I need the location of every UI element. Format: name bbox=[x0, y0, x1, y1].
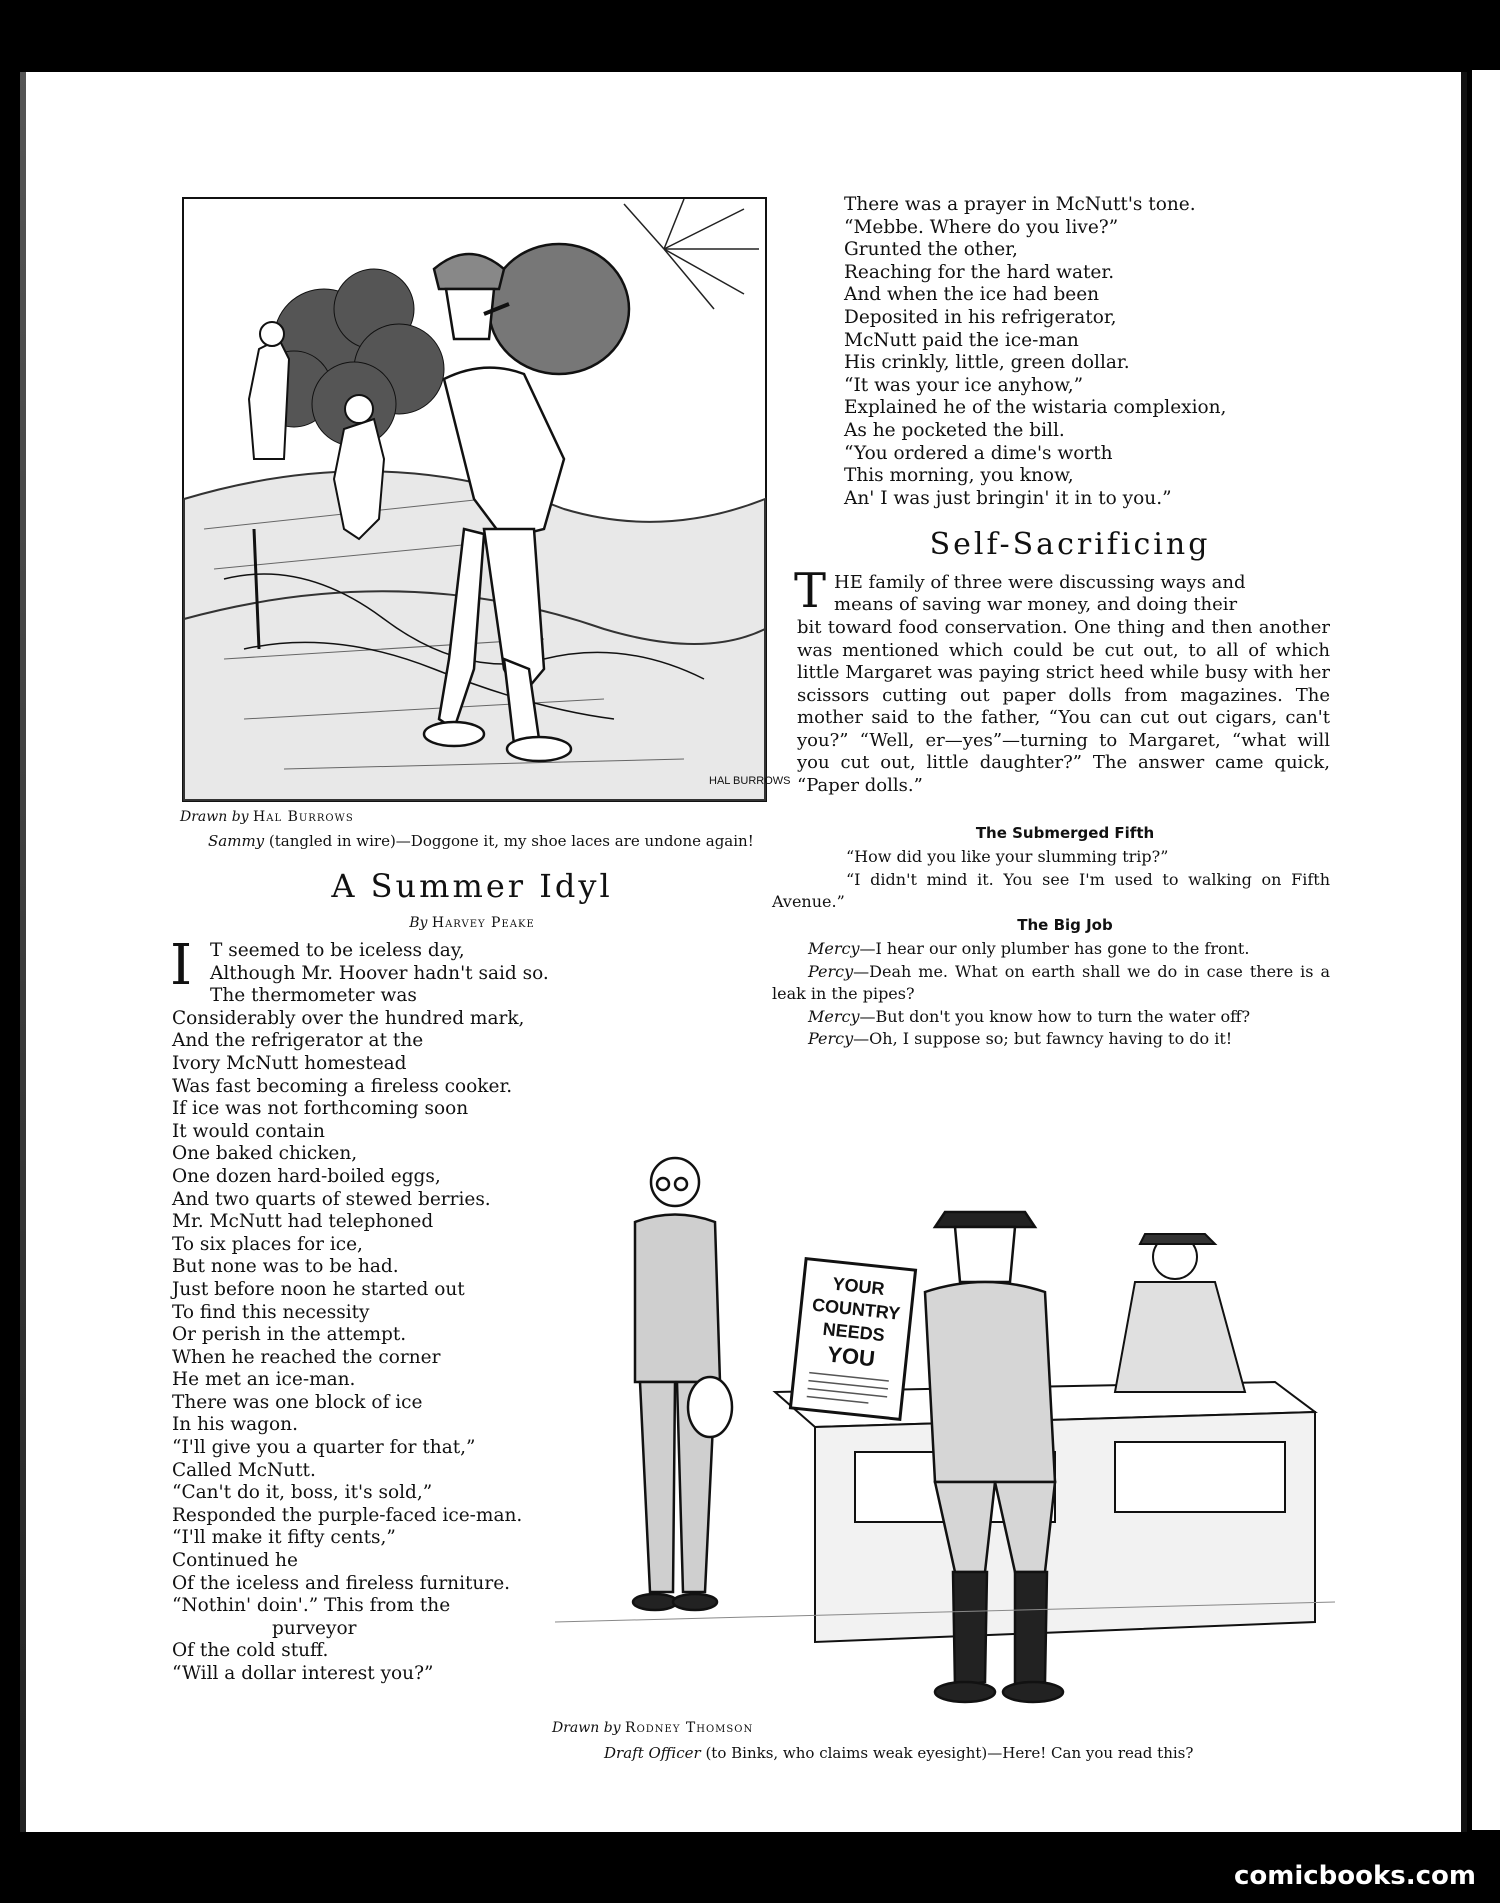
magazine-page bbox=[20, 72, 1462, 1832]
cartoon-draft-office-illustration bbox=[555, 1152, 1335, 1717]
summer-idyl-title: A Summer Idyl bbox=[331, 867, 613, 905]
summer-idyl-continued: There was a prayer in McNutt's tone. “Mebbe. Where do you live?” Grunted the other, Reaching for the hard water. And when the ice had been Deposited in his refrigerator, McNutt paid the ice-man His crinkly, little, green dollar. “It was your ice anyhow,” Explained he of the wistaria complexion, As he pocketed the bill. “You ordered a dime's worth This morning, you know, An' I was just bringin' it in to you.” bbox=[844, 194, 1227, 509]
big-job-text: Mercy—I hear our only plumber has gone to the front. Percy—Deah me. What on earth shall we do in case there is a leak in the pipes? Mercy—But don't you know how to turn the water off? Percy—Oh, I suppose so; but fawncy having to do it! bbox=[772, 939, 1330, 1048]
watermark: comicbooks.com bbox=[1233, 1861, 1476, 1891]
big-job-title: The Big Job bbox=[1017, 916, 1113, 934]
self-sacrificing-line1: HE family of three were discussing ways and bbox=[834, 572, 1246, 593]
submerged-fifth-text: “How did you like your slumming trip?” “I didn't mind it. You see I'm used to walking on Fifth Avenue.” bbox=[772, 847, 1330, 911]
page-edge bbox=[20, 72, 26, 1832]
cartoon2-credit: Drawn by Rodney Thomson bbox=[552, 1720, 754, 1736]
summer-idyl-poem: T seemed to be iceless day, Although Mr. Hoover hadn't said so. The thermometer was Considerably over the hundred mark, And the refrigerator at the Ivory McNutt homestead Was fast becoming a fireless cooker. If ice was not forthcoming soon It would contain One baked chicken, One dozen hard-boiled eggs, And two quarts of stewed berries. Mr. McNutt had telephoned To six places for ice, But none was to be had. Just before noon he started out To find this necessity Or perish in the attempt. When he reached the corner He met an ice-man. There was one block of ice In his wagon. “I'll give you a quarter for that,” Called McNutt. “Can't do it, boss, it's sold,” Responded the purple-faced ice-man. “I'll make it fifty cents,” Continued he Of the iceless and fireless furniture. “Nothin' doin'.” This from the purveyor Of the cold stuff. “Will a dollar interest you?” bbox=[172, 940, 549, 1684]
self-sacrificing-title: Self-Sacrificing bbox=[929, 527, 1211, 562]
cartoon-soldier-illustration bbox=[182, 197, 791, 802]
self-sacrificing-drop-cap: T bbox=[794, 563, 827, 619]
summer-idyl-drop-cap: I bbox=[170, 933, 193, 998]
self-sacrificing-body: bit toward food conservation. One thing and then another was mentioned which could be cut out, to all of which little Margaret was paying strict heed while busy with her scissors cutting out paper dolls from magazines. The mother said to the father, “You can cut out cigars, can't you?” “Well, er—yes”—turning to Margaret, “what will you cut out, little daughter?” The answer came quick, “Paper dolls.” bbox=[797, 617, 1330, 796]
submerged-fifth-title: The Submerged Fifth bbox=[975, 824, 1155, 842]
cartoon2-caption: Draft Officer (to Binks, who claims weak eyesight)—Here! Can you read this? bbox=[604, 1744, 1194, 1762]
summer-idyl-byline: By Harvey Peake bbox=[409, 915, 535, 931]
poster-line-2: COUNTRY bbox=[811, 1294, 902, 1324]
self-sacrificing-line2: means of saving war money, and doing their bbox=[834, 594, 1238, 615]
cartoon1-signature: HAL BURROWS bbox=[709, 775, 791, 787]
poster-line-3: NEEDS bbox=[821, 1318, 886, 1346]
next-page-strip bbox=[1472, 70, 1500, 1830]
poster-line-4: YOU bbox=[826, 1341, 877, 1372]
cartoon1-credit: Drawn by Hal Burrows bbox=[180, 809, 354, 825]
poster-line-1: YOUR bbox=[831, 1273, 886, 1299]
cartoon1-caption: Sammy (tangled in wire)—Doggone it, my shoe laces are undone again! bbox=[208, 832, 754, 850]
gutter-line bbox=[1461, 72, 1467, 1832]
